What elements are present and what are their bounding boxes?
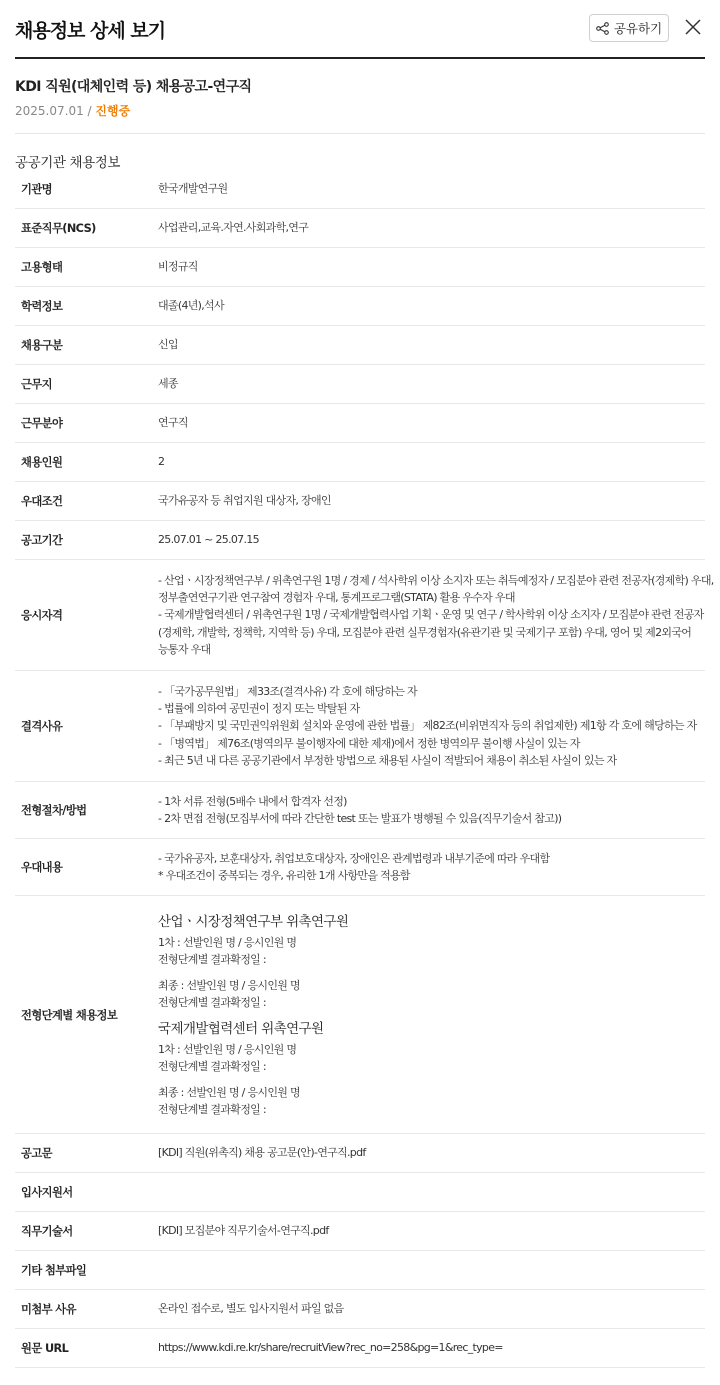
row-period: [15, 521, 705, 560]
value-line: - 국가유공자, 보훈대상자, 취업보호대상자, 장애인은 관계법령과 내부기준에 따라 우대함: [158, 851, 550, 865]
row-label: 기타 첨부파일: [21, 1264, 87, 1277]
row-value: 사업관리,교육.자연.사회과학,연구: [158, 221, 309, 235]
row-value: [158, 850, 705, 885]
row-label: 근무지: [21, 378, 52, 391]
row-education: [15, 287, 705, 326]
share-label: 공유하기: [613, 21, 663, 36]
row-value: 온라인 접수로, 별도 입사지원서 파일 없음: [158, 1302, 344, 1316]
row-label: 응시자격: [21, 609, 63, 622]
stage-final-round: 최종 : 선발인원 명 / 응시인원 명: [158, 978, 300, 992]
row-value: 국가유공자 등 취업지원 대상자, 장애인: [158, 494, 331, 508]
job-desc-file-link[interactable]: [KDI] 모집분야 직무기술서-연구직.pdf: [158, 1224, 329, 1238]
value-line: - 국제개발협력센터 / 위촉연구원 1명 / 국제개발협력사업 기획ㆍ운영 및 연구 / 학사학위 이상 소지자 / 모집분야 관련 전공자: [158, 608, 704, 622]
spacer: [158, 968, 701, 977]
row-value: 연구직: [158, 416, 188, 430]
row-job-desc: [15, 1212, 705, 1251]
value-line: 능통자 우대: [158, 642, 211, 656]
row-field: [15, 404, 705, 443]
value-line: - 최근 5년 내 다른 공공기관에서 부정한 방법으로 채용된 사실이 적발되어 채용이 취소된 사실이 있는 자: [158, 753, 617, 767]
stage-final-round: 최종 : 선발인원 명 / 응시인원 명: [158, 1085, 300, 1099]
row-label: 공고문: [21, 1147, 52, 1160]
status-badge: 진행중: [95, 104, 131, 118]
row-attachments: [15, 1251, 705, 1290]
row-process: [15, 782, 705, 839]
meta-separator: /: [87, 104, 92, 118]
value-line: - 「국가공무원법」 제33조(결격사유) 각 호에 해당하는 자: [158, 684, 417, 698]
row-label: 결격사유: [21, 720, 63, 733]
row-application: [15, 1173, 705, 1212]
row-label: 입사지원서: [21, 1186, 73, 1199]
row-value: 신입: [158, 338, 178, 352]
row-label: 원문 URL: [21, 1342, 69, 1355]
stage-first-round: 1차 : 선발인원 명 / 응시인원 명: [158, 935, 297, 949]
value-line: - 1차 서류 전형(5배수 내에서 합격자 선정): [158, 794, 347, 808]
row-label: 채용인원: [21, 456, 63, 469]
row-label: 미첨부 사유: [21, 1303, 76, 1316]
row-benefit: [15, 839, 705, 896]
share-button[interactable]: [589, 14, 669, 42]
page-title: 채용정보 상세 보기: [15, 20, 166, 42]
stage-group-title: 산업ㆍ시장정책연구부 위촉연구원: [158, 913, 349, 930]
value-line: * 우대조건이 중복되는 경우, 유리한 1개 사항만을 적용함: [158, 869, 410, 882]
row-employment: [15, 248, 705, 287]
stage-group-title: 국제개발협력센터 위촉연구원: [158, 1020, 324, 1037]
value-line: - 산업ㆍ시장정책연구부 / 위촉연구원 1명 / 경제 / 석사학위 이상 소지자 또는 취득예정자 / 모집분야 관련 전공자(경제학) 우대,: [158, 573, 714, 587]
row-hire-type: [15, 326, 705, 365]
row-value: [158, 572, 718, 658]
row-stages: [15, 896, 705, 1134]
section-title: 공공기관 채용정보: [15, 155, 121, 171]
stage-first-round: 1차 : 선발인원 명 / 응시인원 명: [158, 1042, 297, 1056]
stage-final-date: 전형단계별 결과확정일 :: [158, 1102, 266, 1116]
row-label: 표준직무(NCS): [21, 222, 96, 235]
row-value: 2: [158, 455, 165, 469]
spacer: [158, 1075, 701, 1084]
value-line: - 「병역법」 제76조(병역의무 불이행자에 대한 제재)에서 정한 병역의무 불이행 사실이 있는 자: [158, 736, 580, 750]
close-button[interactable]: [683, 17, 703, 37]
row-qualification: [15, 560, 714, 671]
row-org: [15, 170, 705, 209]
value-line: - 2차 면접 전형(모집부서에 따라 간단한 test 또는 발표가 병행될 수 있음(직무기술서 참고)): [158, 812, 562, 825]
row-label: 학력정보: [21, 300, 63, 313]
row-url: [15, 1329, 705, 1368]
stage-final-date: 전형단계별 결과확정일 :: [158, 995, 266, 1009]
share-icon: [596, 22, 609, 35]
row-label: 전형단계별 채용정보: [21, 1008, 118, 1022]
row-no-attach-reason: [15, 1290, 705, 1329]
value-line: - 「부패방지 및 국민권익위원회 설치와 운영에 관한 법률」 제82조(비위면직자 등의 취업제한) 제1항 각 호에 해당하는 자: [158, 719, 697, 733]
row-label: 전형절차/방법: [21, 804, 87, 817]
notice-file-link[interactable]: [KDI] 직원(위촉직) 채용 공고문(안)-연구직.pdf: [158, 1146, 366, 1160]
row-notice: [15, 1134, 705, 1173]
row-value: 세종: [158, 377, 178, 391]
row-preference: [15, 482, 705, 521]
stage-first-date: 전형단계별 결과확정일 :: [158, 952, 266, 966]
row-label: 우대내용: [21, 861, 63, 874]
row-value: [158, 683, 705, 769]
job-meta: [15, 102, 130, 119]
row-value: 비정규직: [158, 260, 198, 274]
row-value: [158, 912, 705, 1118]
row-label: 공고기간: [21, 534, 63, 547]
row-value: [158, 793, 705, 828]
row-label: 직무기술서: [21, 1225, 73, 1238]
row-value: 대졸(4년),석사: [158, 299, 224, 313]
row-label: 채용구분: [21, 339, 63, 352]
info-table: [15, 170, 714, 1368]
job-date: 2025.07.01: [15, 104, 84, 118]
value-line: 정부출연연구기관 연구참여 경험자 우대, 통계프로그램(STATA) 활용 우수자 우대: [158, 591, 515, 605]
row-location: [15, 365, 705, 404]
row-value: 한국개발연구원: [158, 182, 228, 196]
value-line: - 법률에 의하여 공민권이 정지 또는 박탈된 자: [158, 702, 360, 716]
row-label: 근무분야: [21, 417, 63, 430]
modal-header: [15, 0, 705, 59]
source-url-link[interactable]: https://www.kdi.re.kr/share/recruitView?rec_no=258&pg=1&rec_type=: [158, 1341, 503, 1355]
spacer: [158, 1011, 701, 1019]
divider: [15, 133, 705, 134]
job-title: KDI 직원(대체인력 등) 채용공고-연구직: [15, 79, 252, 95]
row-value: 25.07.01 ~ 25.07.15: [158, 533, 259, 547]
close-icon: [683, 17, 703, 37]
row-label: 기관명: [21, 183, 52, 196]
value-line: (경제학, 개발학, 정책학, 지역학 등) 우대, 모집분야 관련 실무경험자(유관기관 및 국제기구 포함) 우대, 영어 및 제2외국어: [158, 625, 692, 639]
stage-first-date: 전형단계별 결과확정일 :: [158, 1059, 266, 1073]
row-label: 고용형태: [21, 261, 63, 274]
row-label: 우대조건: [21, 495, 63, 508]
row-headcount: [15, 443, 705, 482]
row-disqualification: [15, 671, 705, 782]
row-ncs: [15, 209, 705, 248]
